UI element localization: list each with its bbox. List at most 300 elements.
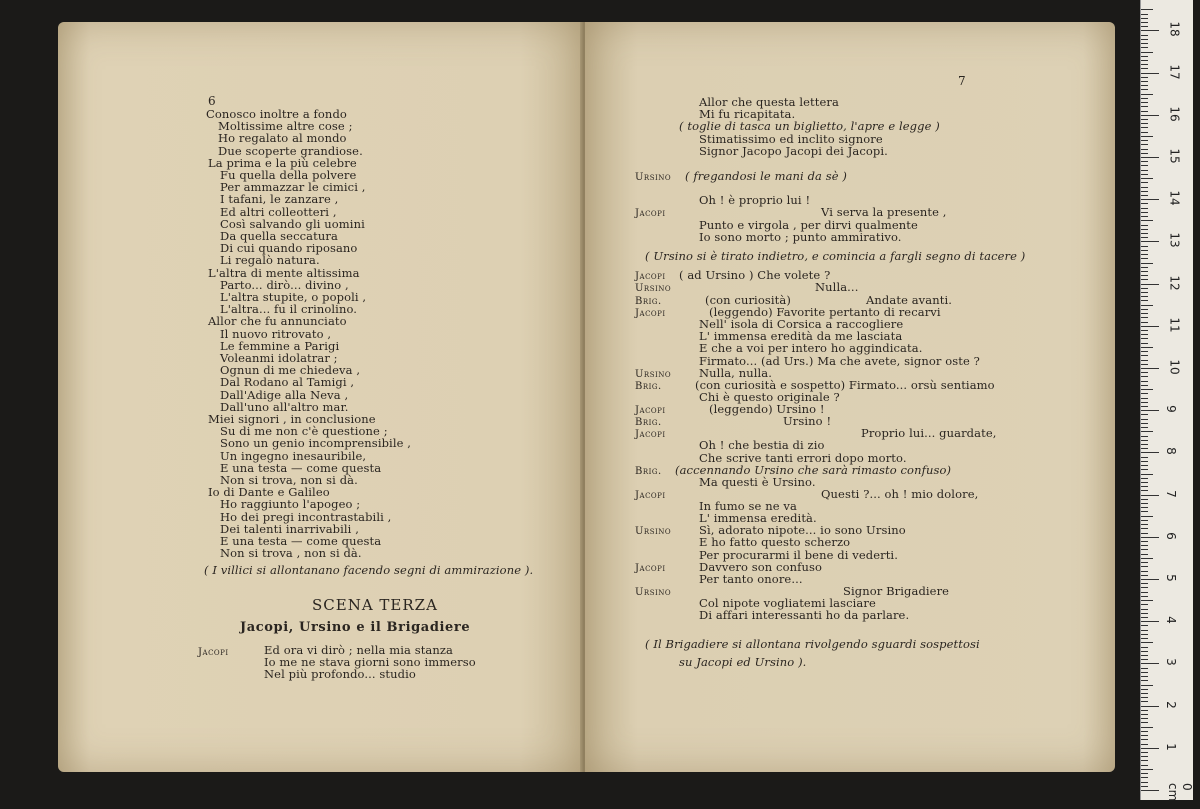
dialogue-line: Proprio lui... guardate, [861, 426, 997, 440]
ruler-tick [1141, 191, 1148, 192]
ruler-tick [1141, 596, 1148, 597]
ruler-tick [1141, 634, 1148, 635]
speaker-label: Brig. [635, 381, 662, 392]
speaker-label: Brig. [635, 417, 662, 428]
ruler-tick [1141, 663, 1159, 664]
dialogue-line: Io sono morto ; punto ammirativo. [699, 230, 902, 244]
verse-line: Conosco inoltre a fondo [206, 107, 347, 121]
dialogue-line: Col nipote vogliatemi lasciare [699, 596, 876, 610]
ruler-tick [1141, 651, 1148, 652]
verse-line: Dall'uno all'altro mar. [220, 399, 349, 414]
verse-line: Ed altri colleotteri , [220, 204, 337, 219]
verse-line: Ho regalato al mondo [218, 131, 347, 146]
ruler-tick [1141, 722, 1148, 723]
ruler-tick [1141, 507, 1148, 508]
ruler-tick [1141, 165, 1148, 166]
ruler-tick [1141, 292, 1148, 293]
ruler-tick [1141, 676, 1148, 677]
ruler-tick [1141, 334, 1148, 335]
ruler-tick [1141, 714, 1148, 715]
speaker-label: Jacopi [635, 429, 666, 440]
ruler-tick [1141, 77, 1148, 78]
verse-line: Miei signori , in conclusione [208, 412, 376, 426]
page-number-right: 7 [958, 74, 966, 88]
scene-title: SCENA TERZA [312, 596, 438, 614]
dialogue-line: Signor Jacopo Jacopi dei Jacopi. [699, 144, 888, 158]
ruler-tick [1141, 773, 1148, 774]
ruler-tick [1141, 26, 1148, 27]
ruler-tick [1141, 73, 1159, 74]
ruler-label: 6 [1163, 531, 1178, 540]
ruler-tick [1141, 592, 1148, 593]
ruler-tick [1141, 541, 1148, 542]
ruler-tick [1141, 89, 1148, 90]
ruler-tick [1141, 655, 1148, 656]
speaker-label: Ursino [635, 369, 672, 380]
ruler-tick [1141, 427, 1148, 428]
ruler-tick [1141, 642, 1153, 643]
ruler-tick [1141, 490, 1148, 491]
ruler-tick [1141, 613, 1148, 614]
dialogue-line: Punto e virgola , per dirvi qualmente [699, 218, 918, 232]
ruler-tick [1141, 672, 1148, 673]
measurement-ruler [1140, 0, 1193, 800]
ruler-label: 14 [1167, 190, 1182, 206]
ruler-tick [1141, 414, 1148, 415]
ruler-tick [1141, 777, 1148, 778]
speaker-label: Jacopi [635, 405, 666, 416]
verse-line: Non si trova , non si dà. [220, 546, 362, 561]
ruler-tick [1141, 115, 1159, 116]
ruler-tick [1141, 431, 1153, 432]
ruler-tick [1141, 545, 1148, 546]
verse-line: Fu quella della polvere [220, 168, 357, 182]
ruler-tick [1141, 587, 1148, 588]
ruler-tick [1141, 630, 1148, 631]
ruler-tick [1141, 680, 1148, 681]
ruler-tick [1141, 313, 1148, 314]
ruler-tick [1141, 499, 1148, 500]
ruler-label: 12 [1167, 274, 1182, 291]
dialogue-line: Oh ! che bestia di zio [699, 438, 825, 452]
dialogue-line: (leggendo) Ursino ! [709, 402, 825, 416]
ruler-tick [1141, 381, 1148, 382]
speaker-label: Ursino [635, 283, 672, 294]
speaker-label: Jacopi [198, 647, 229, 658]
stage-direction: ( toglie di tasca un biglietto, l'apre e legge ) [679, 119, 940, 133]
ruler-tick [1141, 347, 1153, 348]
ruler-tick [1141, 600, 1153, 601]
ruler-tick [1141, 157, 1159, 158]
ruler-tick [1141, 609, 1148, 610]
verse-line: Allor che fu annunciato [208, 314, 347, 329]
ruler-tick [1141, 305, 1153, 306]
ruler-tick [1141, 689, 1148, 690]
verse-line: Così salvando gli uomini [220, 216, 365, 231]
ruler-tick [1141, 106, 1148, 107]
ruler-tick [1141, 448, 1148, 449]
dialogue-line: Nell' isola di Corsica a raccogliere [699, 317, 904, 331]
dialogue-line: Vi serva la presente , [821, 205, 947, 219]
verse-line: Parto... dirò... divino , [220, 277, 349, 292]
ruler-tick [1141, 562, 1148, 563]
ruler-tick [1141, 744, 1148, 745]
ruler-tick [1141, 246, 1148, 247]
ruler-tick [1141, 271, 1148, 272]
ruler-tick [1141, 393, 1148, 394]
dialogue-line: Chi è questo originale ? [699, 390, 840, 404]
ruler-tick [1141, 452, 1159, 453]
ruler-tick [1141, 748, 1159, 749]
ruler-tick [1141, 549, 1148, 550]
ruler-tick [1141, 195, 1148, 196]
verse-line: Per ammazzar le cimici , [220, 180, 366, 195]
verse-line: Un ingegno inesauribile, [220, 448, 367, 463]
speaker-label: Jacopi [635, 271, 666, 282]
ruler-tick [1141, 127, 1148, 128]
ruler-label: 11 [1167, 317, 1182, 333]
ruler-tick [1141, 364, 1148, 365]
dialogue-line: Ma questi è Ursino. [699, 475, 816, 489]
ruler-tick [1141, 423, 1148, 424]
verse-line: Dei talenti inarrivabili , [220, 521, 359, 536]
ruler-tick [1141, 81, 1148, 82]
dialogue-line: (con curiosità e sospetto) Firmato... orsù sentiamo [695, 378, 995, 392]
stage-direction: ( I villici si allontanano facendo segni di ammirazione ). [204, 563, 534, 577]
ruler-tick [1141, 338, 1148, 339]
ruler-tick [1141, 465, 1148, 466]
verse-line: L'altra... fu il crinolino. [220, 302, 358, 317]
ruler-tick [1141, 520, 1148, 521]
left-page [58, 22, 583, 772]
ruler-label: 4 [1163, 616, 1178, 625]
ruler-tick [1141, 727, 1153, 728]
ruler-tick [1141, 275, 1148, 276]
verse-line: Nel più profondo... studio [264, 667, 416, 681]
verse-line: La prima e la più celebre [208, 155, 357, 170]
ruler-tick [1141, 258, 1148, 259]
ruler-label: 5 [1163, 574, 1178, 582]
ruler-tick [1141, 685, 1153, 686]
ruler-tick [1141, 701, 1148, 702]
ruler-tick [1141, 203, 1148, 204]
ruler-tick [1141, 225, 1148, 226]
ruler-tick [1141, 638, 1148, 639]
dialogue-line: Firmato... (ad Urs.) Ma che avete, signor oste ? [699, 354, 980, 368]
dialogue-line: Per procurarmi il bene di vederti. [699, 548, 898, 562]
speaker-label: Ursino [635, 526, 672, 537]
ruler-label: 0 cm [1166, 783, 1194, 802]
ruler-tick [1141, 528, 1148, 529]
ruler-tick [1141, 554, 1148, 555]
ruler-tick [1141, 161, 1148, 162]
ruler-tick [1141, 604, 1148, 605]
ruler-tick [1141, 511, 1148, 512]
speaker-label: Jacopi [635, 308, 666, 319]
ruler-tick [1141, 144, 1148, 145]
ruler-tick [1141, 263, 1153, 264]
dialogue-line: Di affari interessanti ho da parlare. [699, 608, 910, 622]
verse-line: I tafani, le zanzare , [220, 192, 339, 207]
verse-line: Sono un genio incomprensibile , [220, 436, 412, 451]
ruler-tick [1141, 187, 1148, 188]
dialogue-line: Signor Brigadiere [843, 584, 950, 598]
page-number-left: 6 [208, 94, 216, 108]
ruler-tick [1141, 85, 1148, 86]
ruler-tick [1141, 625, 1148, 626]
dialogue-line: E che a voi per intero ho aggindicata. [699, 341, 923, 355]
ruler-tick [1141, 39, 1148, 40]
ruler-tick [1141, 111, 1148, 112]
ruler-tick [1141, 229, 1148, 230]
speaker-label: Brig. [635, 296, 662, 307]
ruler-tick [1141, 402, 1148, 403]
ruler-tick [1141, 621, 1159, 622]
ruler-tick [1141, 731, 1148, 732]
verse-line: Voleanmi idolatrar ; [220, 351, 338, 365]
ruler-tick [1141, 30, 1159, 31]
ruler-tick [1141, 288, 1148, 289]
verse-line: Io me ne stava giorni sono immerso [264, 655, 476, 669]
closing-stage-direction: ( Il Brigadiere si allontana rivolgendo sguardi sospettosi [645, 637, 980, 651]
verse-line: L'altra di mente altissima [208, 265, 360, 280]
ruler-tick [1141, 482, 1148, 483]
ruler-tick [1141, 440, 1148, 441]
ruler-tick [1141, 355, 1148, 356]
ruler-tick [1141, 68, 1148, 69]
ruler-tick [1141, 617, 1148, 618]
ruler-tick [1141, 710, 1148, 711]
ruler-tick [1141, 419, 1148, 420]
ruler-tick [1141, 739, 1148, 740]
ruler-tick [1141, 94, 1153, 95]
ruler-tick [1141, 174, 1148, 175]
verse-line: Due scoperte grandiose. [218, 143, 363, 158]
speaker-label: Ursino [635, 587, 672, 598]
ruler-tick [1141, 372, 1148, 373]
ruler-tick [1141, 474, 1153, 475]
verse-line: Non si trova, non si dà. [220, 473, 358, 487]
verse-line: Moltissime altre cose ; [218, 119, 353, 134]
closing-stage-direction: su Jacopi ed Ursino ). [679, 655, 807, 669]
ruler-tick [1141, 461, 1148, 462]
ruler-tick [1141, 14, 1148, 15]
speaker-label: Jacopi [635, 208, 666, 219]
ruler-tick [1141, 52, 1153, 53]
ruler-label: 16 [1167, 106, 1182, 122]
ruler-tick [1141, 360, 1148, 361]
ruler-tick [1141, 56, 1148, 57]
verse-line: Ho dei pregi incontrastabili , [220, 509, 392, 524]
ruler-tick [1141, 119, 1148, 120]
ruler-tick [1141, 469, 1148, 470]
ruler-tick [1141, 410, 1159, 411]
ruler-tick [1141, 237, 1148, 238]
verse-line: E una testa — come questa [220, 460, 382, 475]
ruler-tick [1141, 64, 1148, 65]
ruler-tick [1141, 693, 1148, 694]
ruler-tick [1141, 170, 1148, 171]
verse-line: Dall'Adige alla Neva , [220, 387, 349, 402]
ruler-tick [1141, 153, 1148, 154]
ruler-tick [1141, 47, 1148, 48]
dialogue-line: Che scrive tanti errori dopo morto. [699, 451, 907, 465]
dialogue-line: Ursino ! [783, 414, 832, 428]
ruler-tick [1141, 583, 1148, 584]
right-page [585, 22, 1115, 772]
verse-line: Ho raggiunto l'apogeo ; [220, 497, 361, 512]
ruler-tick [1141, 178, 1153, 179]
verse-line: Da quella seccatura [220, 229, 338, 243]
dialogue-line: Allor che questa lettera [699, 95, 839, 109]
verse-line: Le femmine a Parigi [220, 338, 340, 353]
ruler-tick [1141, 765, 1148, 766]
ruler-tick [1141, 659, 1148, 660]
ruler-tick [1141, 132, 1148, 133]
ruler-tick [1141, 98, 1148, 99]
ruler-tick [1141, 756, 1148, 757]
ruler-tick [1141, 478, 1148, 479]
verse-line: Ognun di me chiedeva , [220, 363, 361, 378]
ruler-tick [1141, 769, 1153, 770]
ruler-tick [1141, 140, 1148, 141]
verse-line: Dal Rodano al Tamigi , [220, 375, 355, 390]
ruler-tick [1141, 385, 1148, 386]
ruler-tick [1141, 406, 1148, 407]
ruler-tick [1141, 537, 1159, 538]
ruler-tick [1141, 457, 1148, 458]
ruler-label: 8 [1163, 447, 1178, 456]
open-book [58, 22, 1118, 778]
dialogue-line: (con curiosità) Andate avanti. [705, 293, 952, 307]
ruler-tick [1141, 208, 1148, 209]
speaker-label: Jacopi [635, 563, 666, 574]
ruler-tick [1141, 254, 1148, 255]
ruler-tick [1141, 503, 1148, 504]
stage-direction: ( Ursino si è tirato indietro, e comincia a fargli segno di tacere ) [645, 249, 1026, 263]
ruler-label: 17 [1167, 63, 1182, 80]
ruler-tick [1141, 326, 1159, 327]
speaker-label: Jacopi [635, 490, 666, 501]
verse-line: Su di me non c'è questione ; [220, 424, 388, 439]
ruler-tick [1141, 136, 1153, 137]
ruler-tick [1141, 760, 1148, 761]
ruler-tick [1141, 300, 1148, 301]
verse-line: Li regalò natura. [220, 253, 320, 268]
ruler-tick [1141, 558, 1153, 559]
ruler-tick [1141, 18, 1148, 19]
speaker-label: Ursino [635, 172, 672, 183]
ruler-tick [1141, 516, 1153, 517]
ruler-label: 3 [1163, 658, 1178, 667]
ruler-tick [1141, 284, 1159, 285]
ruler-tick [1141, 566, 1148, 567]
ruler-tick [1141, 250, 1148, 251]
ruler-tick [1141, 43, 1148, 44]
ruler-tick [1141, 267, 1148, 268]
ruler-tick [1141, 123, 1148, 124]
dialogue-line: Nulla, nulla. [699, 366, 772, 380]
dialogue-line: Sì, adorato nipote... io sono Ursino [699, 523, 906, 537]
ruler-tick [1141, 436, 1148, 437]
ruler-tick [1141, 149, 1148, 150]
ruler-tick [1141, 398, 1148, 399]
dialogue-line: Mi fu ricapitata. [699, 107, 796, 121]
ruler-tick [1141, 309, 1148, 310]
ruler-tick [1141, 647, 1148, 648]
ruler-tick [1141, 486, 1148, 487]
ruler-label: 2 [1163, 700, 1178, 709]
ruler-tick [1141, 102, 1148, 103]
ruler-tick [1141, 735, 1148, 736]
ruler-tick [1141, 241, 1159, 242]
ruler-tick [1141, 444, 1148, 445]
ruler-tick [1141, 752, 1148, 753]
ruler-tick [1141, 182, 1148, 183]
ruler-tick [1141, 495, 1159, 496]
ruler-tick [1141, 343, 1148, 344]
dialogue-line: Oh ! è proprio lui ! [699, 193, 811, 207]
ruler-label: 10 [1167, 359, 1182, 375]
ruler-tick [1141, 533, 1148, 534]
dialogue-line: Davvero son confuso [699, 560, 822, 574]
speaker-label: Brig. [635, 466, 662, 477]
verse-line: Di cui quando riposano [220, 241, 358, 256]
ruler-tick [1141, 524, 1148, 525]
ruler-tick [1141, 706, 1159, 707]
ruler-tick [1141, 220, 1153, 221]
ruler-tick [1141, 60, 1148, 61]
dialogue-line: ( ad Ursino ) Che volete ? [679, 268, 831, 282]
dialogue-line: Nulla... [815, 280, 859, 294]
ruler-tick [1141, 317, 1148, 318]
ruler-tick [1141, 575, 1148, 576]
ruler-tick [1141, 22, 1148, 23]
ruler-tick [1141, 790, 1159, 791]
ruler-tick [1141, 35, 1148, 36]
dialogue-line: Per tanto onore... [699, 572, 803, 586]
ruler-tick [1141, 718, 1148, 719]
verse-line: Ed ora vi dirò ; nella mia stanza [264, 643, 453, 657]
verse-line: E una testa — come questa [220, 534, 382, 548]
dialogue-line: L' immensa eredità. [699, 511, 817, 525]
verse-line: Il nuovo ritrovato , [220, 326, 332, 341]
ruler-tick [1141, 668, 1148, 669]
dialogue-line: L' immensa eredità da me lasciata [699, 329, 903, 343]
ruler-tick [1141, 279, 1148, 280]
verse-line: Io di Dante e Galileo [208, 485, 330, 500]
ruler-tick [1141, 216, 1148, 217]
ruler-tick [1141, 296, 1148, 297]
dialogue-line: E ho fatto questo scherzo [699, 535, 851, 549]
ruler-tick [1141, 330, 1148, 331]
ruler-tick [1141, 571, 1148, 572]
dialogue-line: In fumo se ne va [699, 499, 797, 513]
ruler-label: 1 [1163, 742, 1178, 751]
ruler-label: 9 [1163, 405, 1178, 414]
ruler-tick [1141, 212, 1148, 213]
ruler-tick [1141, 376, 1148, 377]
dialogue-line: Stimatissimo ed inclito signore [699, 132, 883, 146]
stage-direction: ( fregandosi le mani da sè ) [685, 169, 848, 183]
ruler-label: 13 [1167, 232, 1182, 249]
ruler-label: 7 [1163, 489, 1178, 498]
ruler-tick [1141, 351, 1148, 352]
ruler-tick [1141, 9, 1153, 10]
ruler-tick [1141, 199, 1159, 200]
ruler-label: 15 [1167, 148, 1182, 164]
ruler-tick [1141, 697, 1148, 698]
